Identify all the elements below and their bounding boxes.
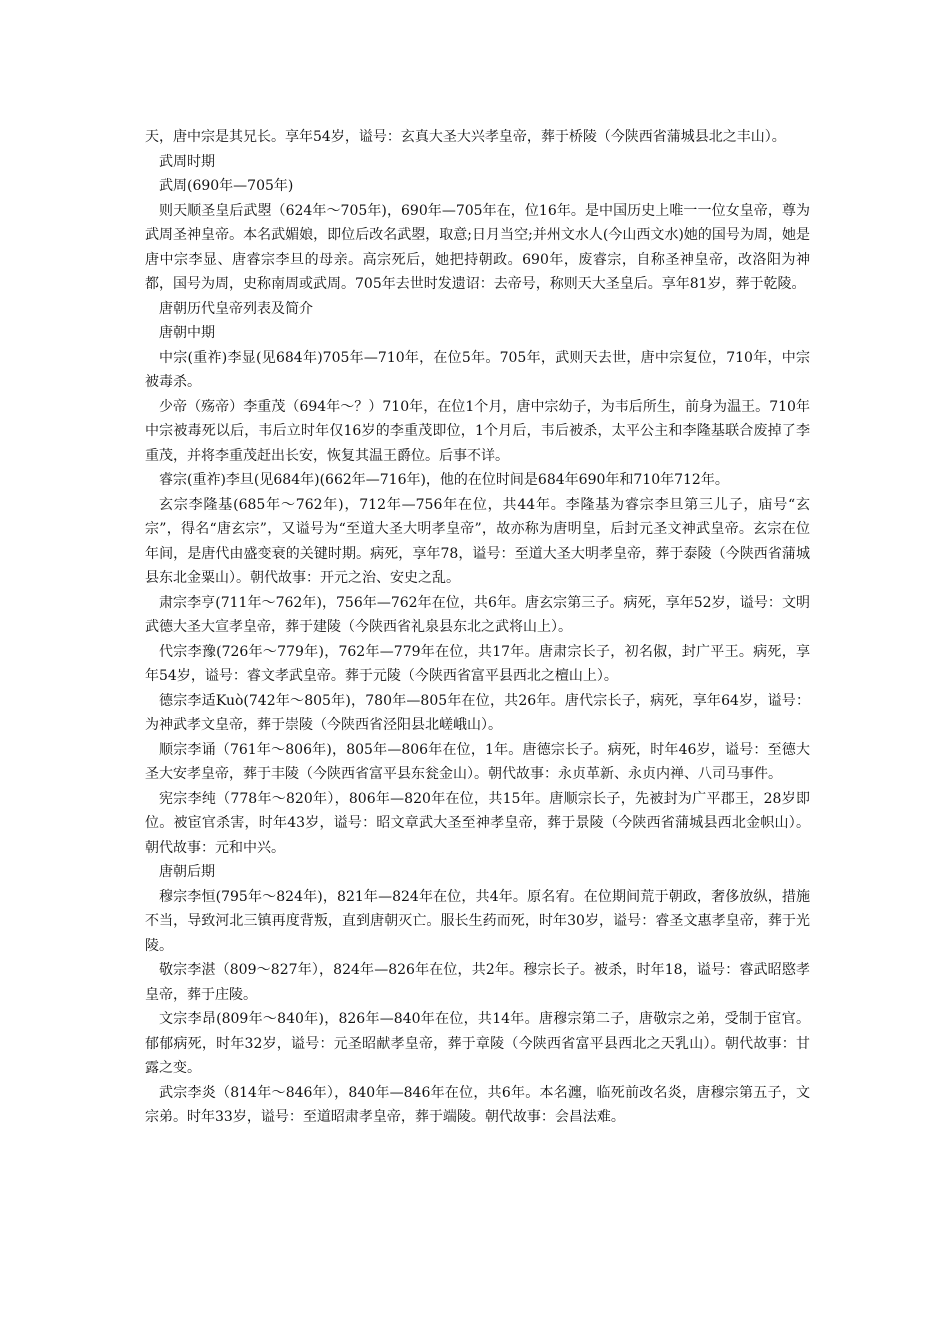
paragraph-ruizong-continued: 天，唐中宗是其兄长。享年54岁，谥号：玄真大圣大兴孝皇帝，葬于桥陵（今陕西省蒲城县北之丰山）。: [145, 129, 786, 145]
paragraph-xianzong: 宪宗李纯（778年～820年），806年—820年在位，共15年。唐顺宗长子，先被封为广平郡王，28岁即位。被宦官杀害，时年43岁，谥号：昭文章武大圣至神孝皇帝，葬于景陵（今陕西省蒲城县西北金帜山）。朝代故事：元和中兴。: [145, 790, 810, 856]
subheading-wuzhou-dates: 武周(690年—705年): [159, 178, 294, 194]
section-heading-late-tang: 唐朝后期: [159, 864, 215, 880]
paragraph-wenzong: 文宗李昂(809年～840年)，826年—840年在位，共14年。唐穆宗第二子，唐敬宗之弟，受制于宦官。郁郁病死，时年32岁，谥号：元圣昭献孝皇帝，葬于章陵（今陕西省富平县西北之天乳山）。朝代故事：甘露之变。: [145, 1011, 810, 1076]
paragraph-muzong: 穆宗李恒(795年～824年)，821年—824年在位，共4年。原名宥。在位期间荒于朝政，奢侈放纵，措施不当，导致河北三镇再度背叛，直到唐朝灭亡。服长生药而死，时年30岁，谥号：睿圣文惠孝皇帝，葬于光陵。: [145, 888, 810, 954]
paragraph-ruizong: 睿宗(重祚)李旦(见684年)(662年—716年)，他的在位时间是684年690年和710年712年。: [159, 472, 729, 488]
paragraph-xuanzong: 玄宗李隆基(685年～762年)，712年—756年在位，共44年。李隆基为睿宗李旦第三儿子，庙号“玄宗”，得名“唐玄宗”，又谥号为“至道大圣大明孝皇帝”，故亦称为唐明皇，后封元圣文神武皇帝。玄宗在位年间，是唐代由盛变衰的关键时期。病死，享年78，谥号：至道大圣大明孝皇帝，葬于泰陵（今陕西省蒲城县东北金粟山）。朝代故事：开元之治、安史之乱。: [145, 496, 810, 586]
paragraph-daizong: 代宗李豫(726年～779年)，762年—779年在位，共17年。唐肃宗长子，初名俶，封广平王。病死，享年54岁，谥号：睿文孝武皇帝。葬于元陵（今陕西省富平县西北之檀山上）。: [145, 643, 810, 684]
paragraph-dezong: 德宗李适Kuò(742年～805年)，780年—805年在位，共26年。唐代宗长子，病死，享年64岁，谥号：为神武孝文皇帝，葬于崇陵（今陕西省泾阳县北嵯峨山）。: [145, 692, 810, 733]
paragraph-suzong: 肃宗李亨(711年～762年)，756年—762年在位，共6年。唐玄宗第三子。病死，享年52岁，谥号：文明武德大圣大宣孝皇帝，葬于建陵（今陕西省礼泉县东北之武将山上）。: [145, 594, 810, 635]
document-body: [145, 125, 810, 1130]
paragraph-zhongzong: 中宗(重祚)李显(见684年)705年—710年，在位5年。705年，武则天去世，唐中宗复位，710年，中宗被毒杀。: [145, 349, 810, 390]
paragraph-wuzong: 武宗李炎（814年～846年），840年—846年在位，共6年。本名瀍，临死前改名炎，唐穆宗第五子，文宗弟。时年33岁，谥号：至道昭肃孝皇帝，葬于端陵。朝代故事：会昌法难。: [145, 1084, 810, 1125]
paragraph-shaodi: 少帝（殇帝）李重茂（694年～？）710年，在位1个月，唐中宗幼子，为韦后所生，前身为温王。710年中宗被毒死以后，韦后立时年仅16岁的李重茂即位，1个月后，韦后被杀，太平公主和李隆基联合废掉了李重茂，并将李重茂赶出长安，恢复其温王爵位。后事不详。: [145, 398, 810, 464]
paragraph-shunzong: 顺宗李诵（761年～806年)，805年—806年在位，1年。唐德宗长子。病死，时年46岁，谥号：至德大圣大安孝皇帝，葬于丰陵（今陕西省富平县东瓮金山）。朝代故事：永贞革新、永贞内禅、八司马事件。: [145, 741, 810, 782]
paragraph-wu-zetian: 则天顺圣皇后武曌（624年～705年)，690年—705年在，位16年。是中国历史上唯一一位女皇帝，尊为武周圣神皇帝。本名武媚娘，即位后改名武曌，取意;日月当空;并州文水人(今山西文水)她的国号为周，她是唐中宗李显、唐睿宗李旦的母亲。高宗死后，她把持朝政。690年，废睿宗，自称圣神皇帝，改洛阳为神都，国号为周，史称南周或武周。705年去世时发遗诏：去帝号，称则天大圣皇后。享年81岁，葬于乾陵。: [145, 202, 810, 292]
section-heading-mid-tang: 唐朝中期: [159, 325, 215, 341]
section-heading-wuzhou-period: 武周时期: [159, 153, 215, 170]
heading-tang-emperor-list: 唐朝历代皇帝列表及简介: [159, 300, 313, 317]
paragraph-jingzong: 敬宗李湛（809～827年），824年—826年在位，共2年。穆宗长子。被杀，时年18，谥号：睿武昭愍孝皇帝，葬于庄陵。: [145, 962, 810, 1003]
